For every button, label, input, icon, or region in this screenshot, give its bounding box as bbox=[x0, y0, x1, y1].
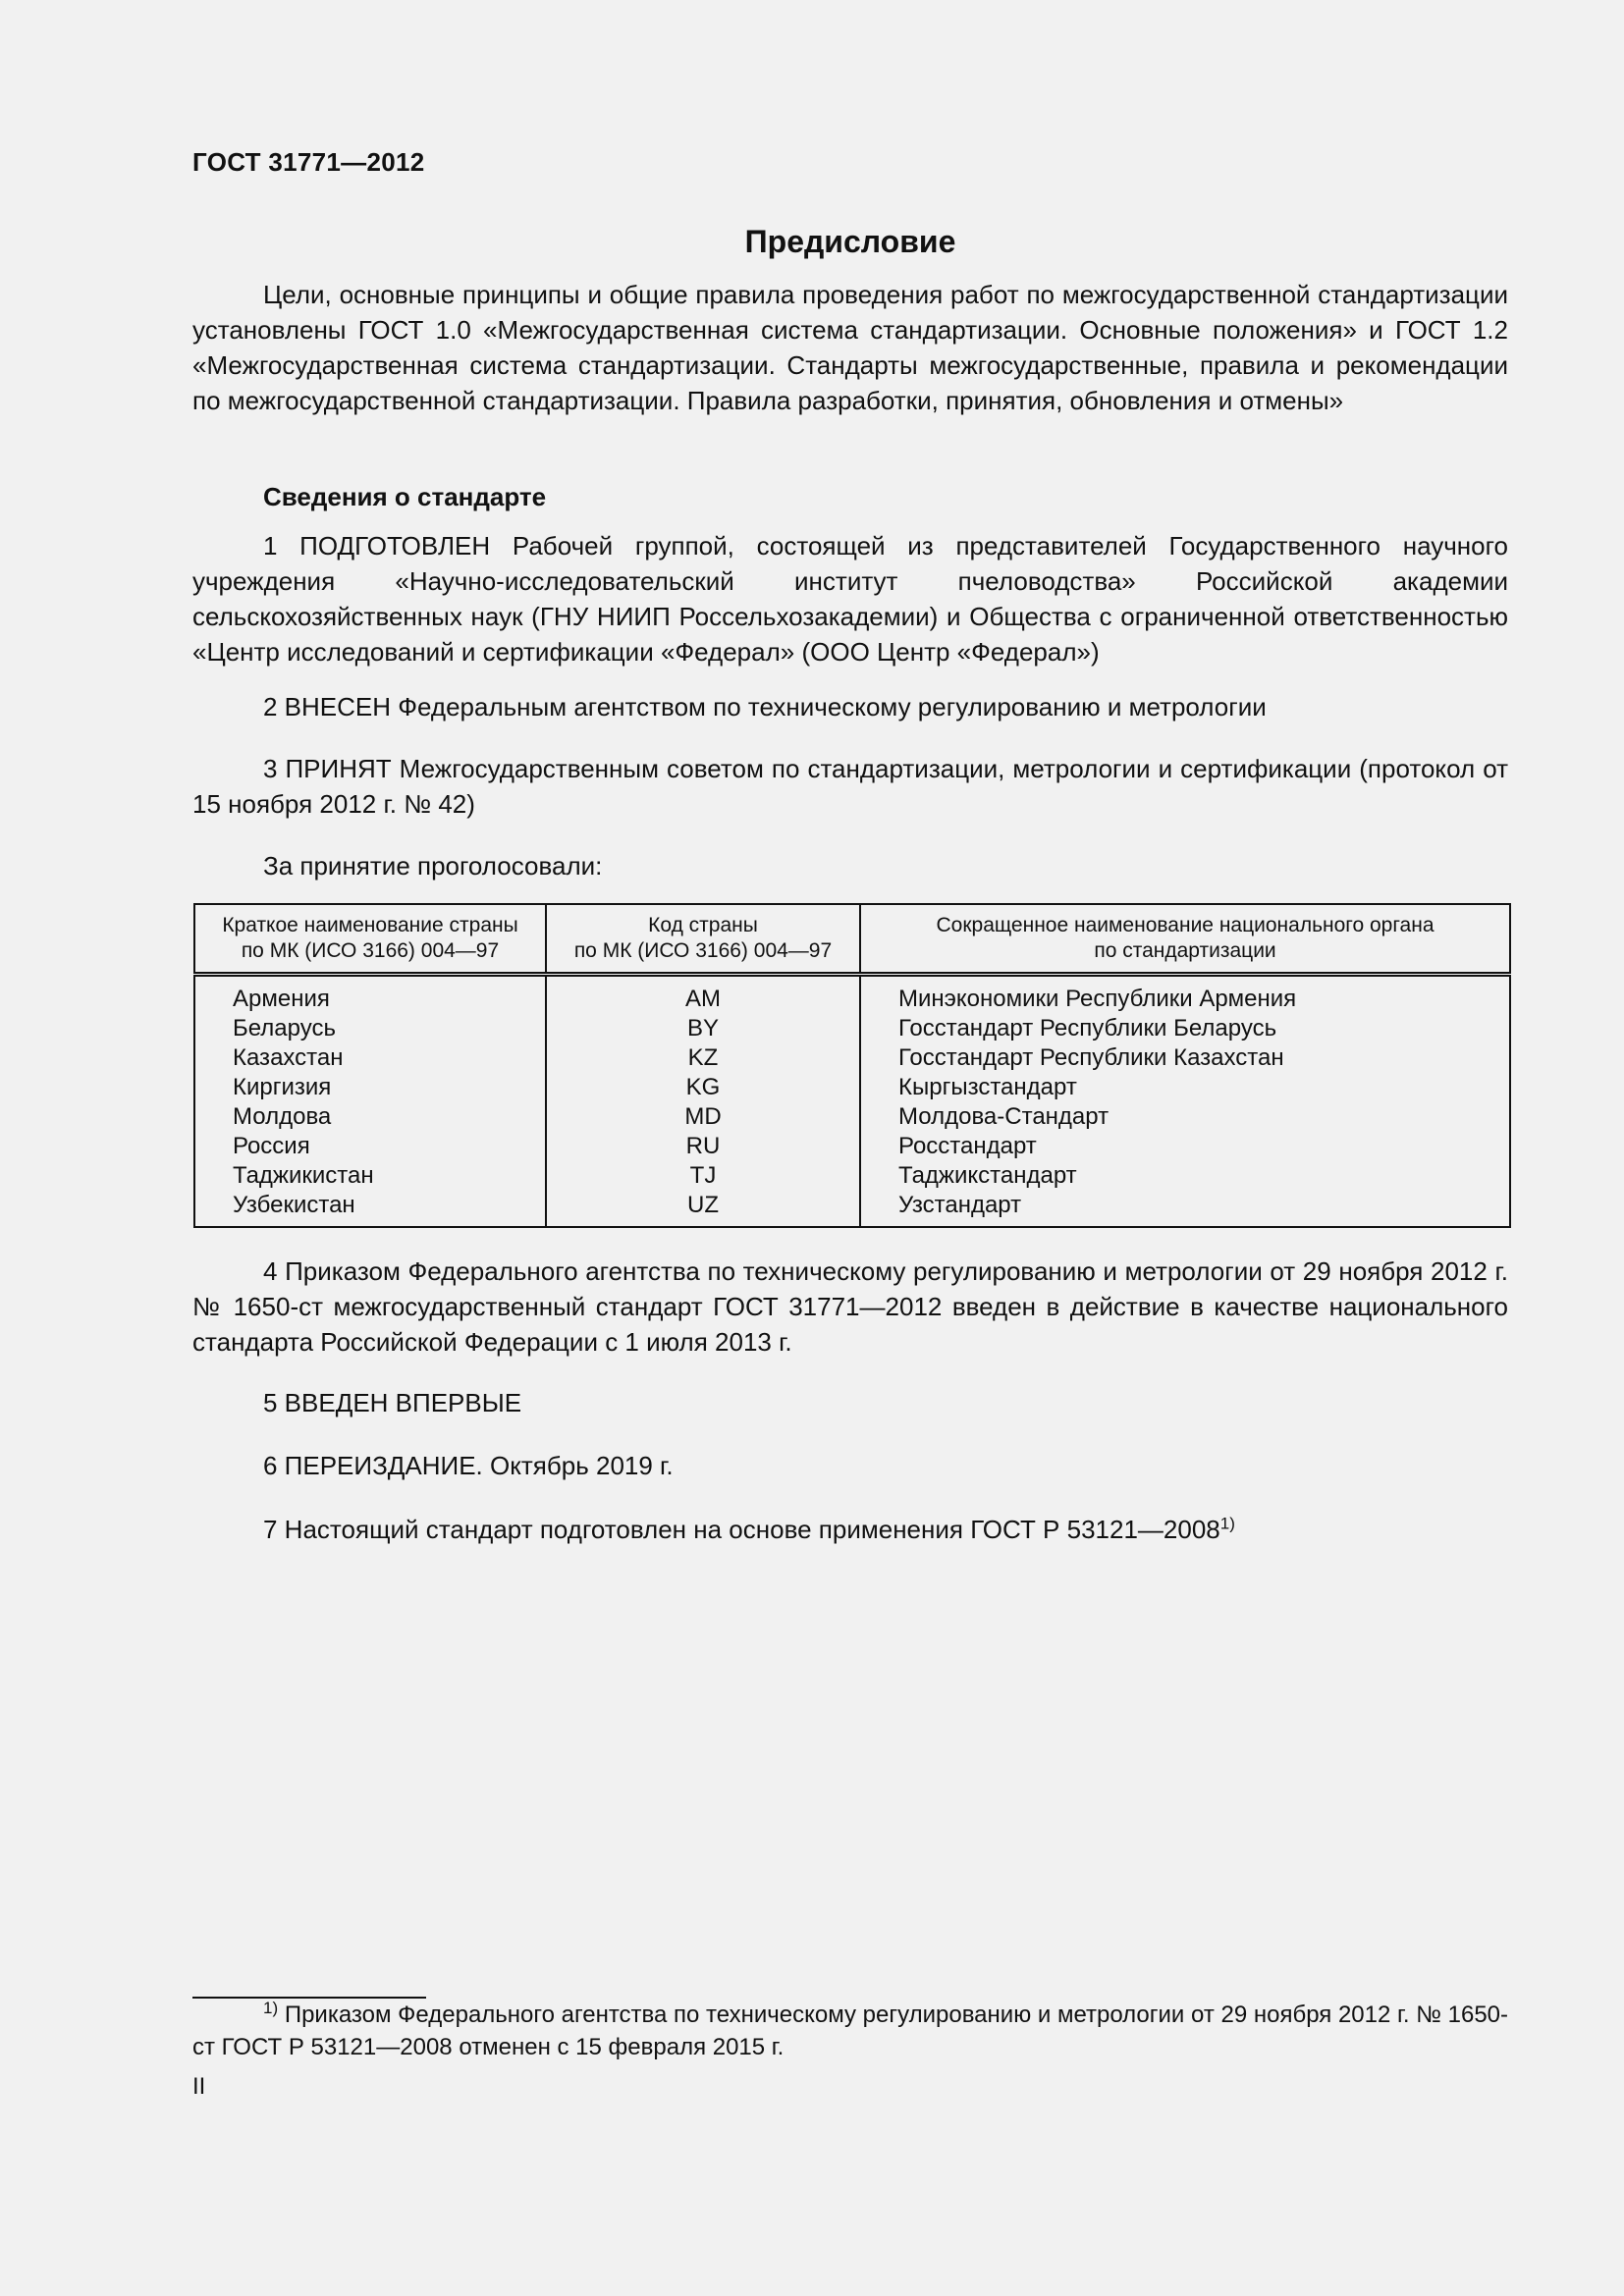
code-cell: AM bbox=[546, 975, 860, 1015]
item-4-paragraph: 4 Приказом Федерального агентства по техническому регулированию и метрологии от 29 ноября 2012 г. № 1650-ст межгосударственный стандарт ГОСТ 31771—2012 введен в действие в качестве национального стандарта Российской Федерации с 1 июля 2013 г. bbox=[192, 1256, 1508, 1357]
table-row bbox=[194, 1161, 1510, 1191]
body-cell: Минэкономики Республики Армения bbox=[860, 975, 1510, 1015]
body-cell: Росстандарт bbox=[860, 1132, 1510, 1161]
item-7-text: 7 Настоящий стандарт подготовлен на основе применения ГОСТ Р 53121—2008 bbox=[263, 1515, 1220, 1544]
item-3-paragraph: 3 ПРИНЯТ Межгосударственным советом по стандартизации, метрологии и сертификации (протокол от 15 ноября 2012 г. № 42) bbox=[192, 754, 1508, 819]
column-header-code-line2: по МК (ИСО 3166) 004—97 bbox=[573, 939, 833, 962]
body-cell: Госстандарт Республики Беларусь bbox=[860, 1014, 1510, 1043]
country-cell: Таджикистан bbox=[194, 1161, 546, 1191]
country-cell: Беларусь bbox=[194, 1014, 546, 1043]
item-2-paragraph: 2 ВНЕСЕН Федеральным агентством по техническому регулированию и метрологии bbox=[263, 692, 1267, 721]
item-7-paragraph bbox=[192, 1512, 1508, 1547]
body-cell: Госстандарт Республики Казахстан bbox=[860, 1043, 1510, 1073]
table-row bbox=[194, 1191, 1510, 1227]
code-cell: RU bbox=[546, 1132, 860, 1161]
vote-intro: За принятие проголосовали: bbox=[263, 851, 603, 881]
country-cell: Молдова bbox=[194, 1102, 546, 1132]
body-cell: Узстандарт bbox=[860, 1191, 1510, 1227]
document-header: ГОСТ 31771—2012 bbox=[192, 147, 425, 177]
page-title: Предисловие bbox=[744, 224, 956, 259]
footnote-text: Приказом Федерального агентства по техническому регулированию и метрологии от 29 ноября 2012 г. № 1650-ст ГОСТ Р 53121—2008 отменен с 15 февраля 2015 г. bbox=[192, 2002, 1509, 2060]
section-heading: Сведения о стандарте bbox=[263, 482, 547, 511]
table-row bbox=[194, 1043, 1510, 1073]
column-header-country bbox=[194, 904, 546, 975]
footnote-reference: 1) bbox=[1219, 1514, 1235, 1533]
body-cell: Таджикстандарт bbox=[860, 1161, 1510, 1191]
column-header-country-line1: Краткое наименование страны bbox=[222, 914, 518, 936]
code-cell: MD bbox=[546, 1102, 860, 1132]
body-cell: Кыргызстандарт bbox=[860, 1073, 1510, 1102]
intro-paragraph: Цели, основные принципы и общие правила проведения работ по межгосударственной стандартизации установлены ГОСТ 1.0 «Межгосударственная система стандартизации. Основные положения» и ГОСТ 1.2 «Межгосударственная система стандартизации. Стандарты межгосударственные, правила и рекомендации по межгосударственной стандартизации. Правила разработки, принятия, обновления и отмены» bbox=[192, 280, 1508, 415]
code-cell: TJ bbox=[546, 1161, 860, 1191]
code-cell: BY bbox=[546, 1014, 860, 1043]
footnote bbox=[192, 1999, 1508, 2063]
table-row bbox=[194, 1073, 1510, 1102]
item-6-paragraph: 6 ПЕРЕИЗДАНИЕ. Октябрь 2019 г. bbox=[263, 1451, 674, 1480]
column-header-code bbox=[546, 904, 860, 975]
code-cell: UZ bbox=[546, 1191, 860, 1227]
country-cell: Узбекистан bbox=[194, 1191, 546, 1227]
column-header-body bbox=[860, 904, 1510, 975]
page-number: II bbox=[192, 2073, 206, 2100]
voting-table bbox=[193, 903, 1511, 1228]
body-cell: Молдова-Стандарт bbox=[860, 1102, 1510, 1132]
country-cell: Армения bbox=[194, 975, 546, 1015]
code-cell: KG bbox=[546, 1073, 860, 1102]
table-row bbox=[194, 975, 1510, 1015]
country-cell: Россия bbox=[194, 1132, 546, 1161]
table-row bbox=[194, 1102, 1510, 1132]
country-cell: Казахстан bbox=[194, 1043, 546, 1073]
item-1-paragraph: 1 ПОДГОТОВЛЕН Рабочей группой, состоящей из представителей Государственного научного учреждения «Научно-исследовательский институт пчеловодства» Российской академии сельскохозяйственных наук (ГНУ НИИП Россельхозакадемии) и Общества с ограниченной ответственностью «Центр исследований и сертификации «Федерал» (ООО Центр «Федерал») bbox=[192, 531, 1508, 667]
table-row bbox=[194, 1014, 1510, 1043]
column-header-body-line2: по стандартизации bbox=[1094, 939, 1276, 962]
country-cell: Киргизия bbox=[194, 1073, 546, 1102]
table-row bbox=[194, 1132, 1510, 1161]
item-5-paragraph: 5 ВВЕДЕН ВПЕРВЫЕ bbox=[263, 1388, 522, 1417]
column-header-country-line2: по МК (ИСО 3166) 004—97 bbox=[241, 939, 500, 962]
code-cell: KZ bbox=[546, 1043, 860, 1073]
column-header-code-line1: Код страны bbox=[648, 914, 758, 936]
column-header-body-line1: Сокращенное наименование национального органа bbox=[936, 914, 1435, 936]
table-header-row bbox=[194, 904, 1510, 975]
footnote-mark: 1) bbox=[263, 1999, 279, 2017]
